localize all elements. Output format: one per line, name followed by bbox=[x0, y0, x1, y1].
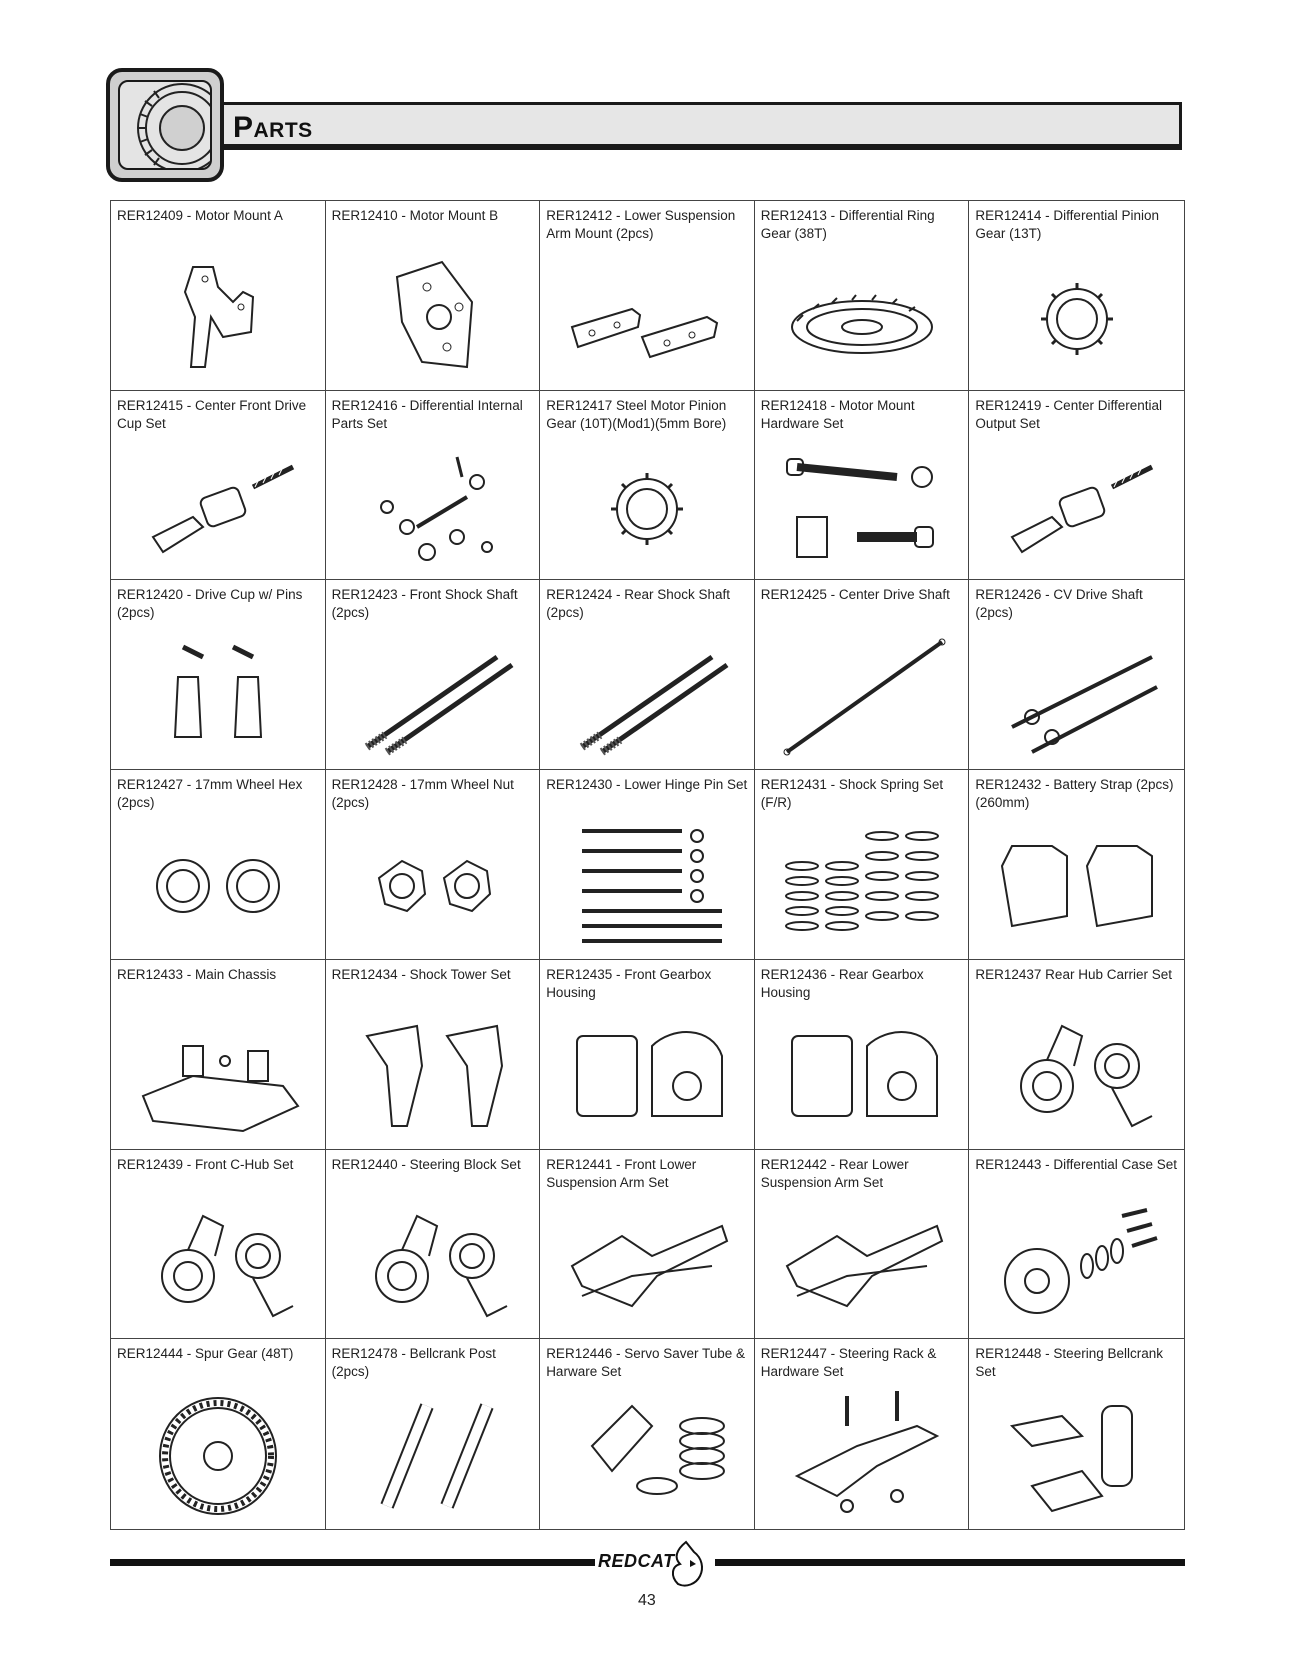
part-cell bbox=[755, 960, 970, 1150]
bracket-icon bbox=[111, 243, 325, 386]
pinion-icon bbox=[969, 243, 1184, 386]
post-icon bbox=[326, 1381, 540, 1525]
part-cell bbox=[326, 1150, 541, 1340]
part-cell bbox=[969, 201, 1184, 391]
diff-case-icon bbox=[969, 1192, 1184, 1335]
part-cell bbox=[969, 770, 1184, 960]
gearbox-icon bbox=[540, 1002, 754, 1145]
gear-icon bbox=[118, 80, 212, 170]
part-label: RER12427 - 17mm Wheel Hex (2pcs) bbox=[117, 777, 303, 811]
part-cell bbox=[755, 391, 970, 581]
hub-icon bbox=[111, 1192, 325, 1335]
part-cell bbox=[755, 770, 970, 960]
arm-icon bbox=[755, 1192, 969, 1335]
header-badge bbox=[106, 68, 224, 182]
page-number: 43 bbox=[638, 1592, 656, 1609]
part-cell bbox=[969, 391, 1184, 581]
part-cell bbox=[326, 201, 541, 391]
part-cell bbox=[111, 960, 326, 1150]
part-label: RER12440 - Steering Block Set bbox=[331, 1156, 521, 1172]
part-cell bbox=[111, 580, 326, 770]
rack-icon bbox=[755, 1381, 969, 1525]
part-label: RER12413 - Differential Ring Gear (38T) bbox=[760, 208, 935, 241]
part-cell bbox=[755, 201, 970, 391]
part-label: RER12415 - Center Front Drive Cup Set bbox=[117, 397, 307, 431]
part-cell bbox=[111, 770, 326, 960]
part-label: RER12409 - Motor Mount A bbox=[117, 208, 283, 223]
cup-set-icon bbox=[969, 433, 1184, 576]
chassis-icon bbox=[111, 1002, 325, 1145]
mount-bar-icon bbox=[540, 243, 754, 386]
part-label: RER12444 - Spur Gear (48T) bbox=[117, 1346, 294, 1362]
part-cell bbox=[755, 1150, 970, 1340]
part-label: RER12434 - Shock Tower Set bbox=[331, 966, 511, 982]
wheel-hex-icon bbox=[111, 812, 325, 955]
part-label: RER12417 Steel Motor Pinion Gear (10T)(Mod1)(5mm Bore) bbox=[546, 397, 727, 431]
part-cell bbox=[326, 960, 541, 1150]
part-label: RER12447 - Steering Rack & Hardware Set bbox=[760, 1346, 937, 1380]
part-label: RER12436 - Rear Gearbox Housing bbox=[760, 966, 924, 1000]
part-label: RER12478 - Bellcrank Post (2pcs) bbox=[331, 1346, 496, 1380]
pinion-icon bbox=[540, 433, 754, 576]
page-title: Parts bbox=[233, 111, 313, 144]
part-label: RER12419 - Center Differential Output Set bbox=[975, 397, 1162, 431]
part-label: RER12439 - Front C-Hub Set bbox=[117, 1156, 294, 1172]
footer-rule-left bbox=[110, 1559, 595, 1566]
part-label: RER12442 - Rear Lower Suspension Arm Set bbox=[760, 1156, 909, 1190]
part-label: RER12441 - Front Lower Suspension Arm Set bbox=[546, 1156, 697, 1190]
shaft-pair-icon bbox=[540, 622, 754, 765]
part-cell bbox=[540, 201, 755, 391]
footer-rule-right bbox=[715, 1559, 1185, 1566]
part-cell bbox=[111, 1150, 326, 1340]
part-label: RER12418 - Motor Mount Hardware Set bbox=[760, 397, 915, 431]
part-label: RER12437 Rear Hub Carrier Set bbox=[975, 966, 1172, 982]
spring-icon bbox=[755, 812, 969, 955]
part-label: RER12443 - Differential Case Set bbox=[975, 1156, 1177, 1172]
part-label: RER12416 - Differential Internal Parts Set bbox=[331, 397, 523, 431]
part-label: RER12424 - Rear Shock Shaft (2pcs) bbox=[546, 587, 731, 621]
part-cell bbox=[111, 1339, 326, 1529]
part-cell bbox=[540, 1150, 755, 1340]
part-cell bbox=[540, 770, 755, 960]
servo-saver-icon bbox=[540, 1381, 754, 1525]
part-cell bbox=[111, 391, 326, 581]
section-header-bar bbox=[218, 102, 1182, 150]
long-shaft-icon bbox=[755, 622, 969, 765]
part-cell bbox=[540, 391, 755, 581]
part-label: RER12435 - Front Gearbox Housing bbox=[546, 966, 712, 1000]
part-label: RER12431 - Shock Spring Set (F/R) bbox=[760, 777, 944, 811]
hardware-icon bbox=[755, 433, 969, 576]
hub-icon bbox=[969, 1002, 1184, 1145]
part-cell bbox=[326, 770, 541, 960]
spur-gear-icon bbox=[111, 1381, 325, 1525]
part-label: RER12446 - Servo Saver Tube & Harware Set bbox=[546, 1346, 746, 1380]
part-cell bbox=[969, 1150, 1184, 1340]
part-label: RER12410 - Motor Mount B bbox=[331, 208, 499, 223]
part-cell bbox=[326, 580, 541, 770]
hub-icon bbox=[326, 1192, 540, 1335]
parts-grid bbox=[110, 200, 1185, 1530]
pin-set-icon bbox=[540, 812, 754, 955]
ring-gear-icon bbox=[755, 243, 969, 386]
part-cell bbox=[540, 580, 755, 770]
wheel-nut-icon bbox=[326, 812, 540, 955]
part-cell bbox=[969, 1339, 1184, 1529]
cv-shaft-icon bbox=[969, 622, 1184, 765]
part-label: RER12428 - 17mm Wheel Nut (2pcs) bbox=[331, 777, 514, 811]
part-label: RER12426 - CV Drive Shaft (2pcs) bbox=[975, 587, 1143, 621]
part-cell bbox=[326, 391, 541, 581]
part-label: RER12430 - Lower Hinge Pin Set bbox=[546, 777, 748, 793]
plate-icon bbox=[326, 243, 540, 386]
bellcrank-icon bbox=[969, 1381, 1184, 1525]
part-cell bbox=[540, 960, 755, 1150]
part-label: RER12433 - Main Chassis bbox=[117, 966, 277, 982]
strap-icon bbox=[969, 812, 1184, 955]
part-cell bbox=[755, 580, 970, 770]
cup-set-icon bbox=[111, 433, 325, 576]
part-label: RER12412 - Lower Suspension Arm Mount (2pcs) bbox=[546, 208, 736, 241]
part-cell bbox=[111, 201, 326, 391]
arm-icon bbox=[540, 1192, 754, 1335]
part-label: RER12414 - Differential Pinion Gear (13T) bbox=[975, 208, 1159, 241]
footer-brand: REDCAT bbox=[598, 1551, 675, 1571]
part-cell bbox=[969, 580, 1184, 770]
part-label: RER12448 - Steering Bellcrank Set bbox=[975, 1346, 1163, 1380]
small-parts-icon bbox=[326, 433, 540, 576]
part-label: RER12420 - Drive Cup w/ Pins (2pcs) bbox=[117, 587, 303, 621]
gearbox-icon bbox=[755, 1002, 969, 1145]
tower-icon bbox=[326, 1002, 540, 1145]
part-label: RER12425 - Center Drive Shaft bbox=[760, 587, 950, 603]
part-cell bbox=[969, 960, 1184, 1150]
part-cell bbox=[755, 1339, 970, 1529]
part-label: RER12432 - Battery Strap (2pcs) (260mm) bbox=[975, 777, 1174, 811]
part-cell bbox=[540, 1339, 755, 1529]
part-label: RER12423 - Front Shock Shaft (2pcs) bbox=[331, 587, 518, 621]
part-cell bbox=[326, 1339, 541, 1529]
shaft-pair-icon bbox=[326, 622, 540, 765]
drive-cup-icon bbox=[111, 622, 325, 765]
